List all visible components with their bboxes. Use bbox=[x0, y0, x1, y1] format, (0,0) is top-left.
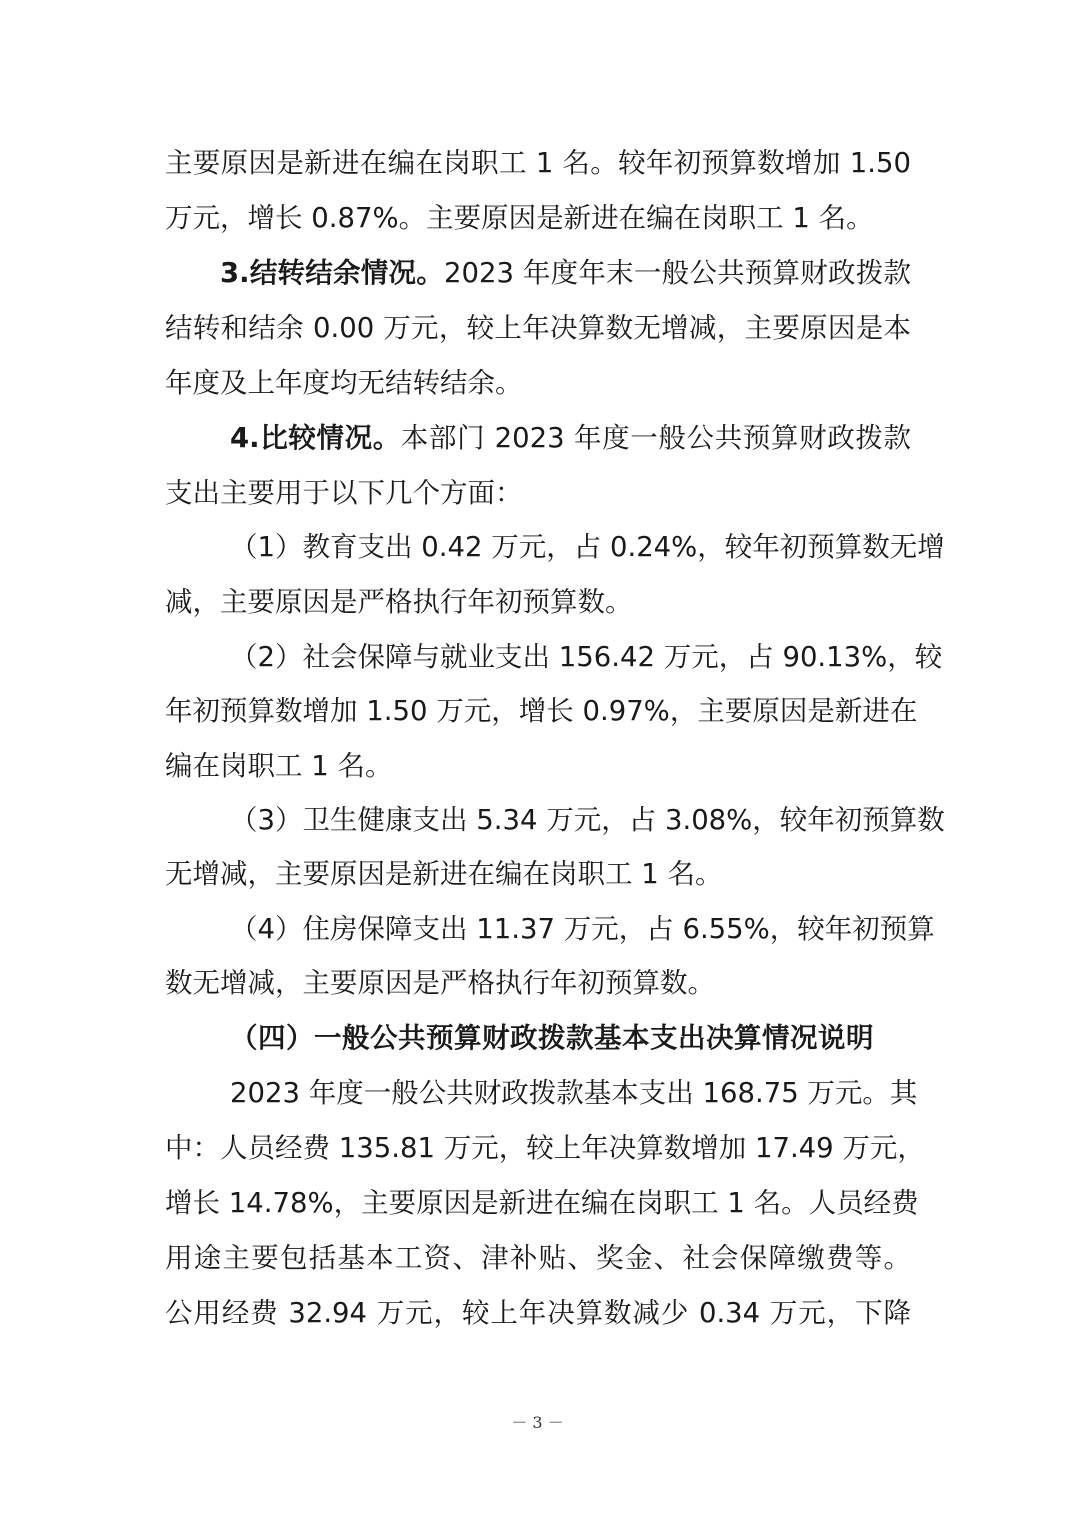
page-number: － 3 － bbox=[511, 1413, 564, 1432]
paragraph-line: 中：人员经费 135.81 万元，较上年决算数增加 17.49 万元， bbox=[165, 1132, 925, 1164]
section-label-comparison: 4.比较情况。 bbox=[230, 422, 401, 454]
paragraph-text: 本部门 2023 年度一般公共预算财政拨款 bbox=[400, 422, 911, 454]
paragraph-line: 万元，增长 0.87%。主要原因是新进在编在岗职工 1 名。 bbox=[165, 202, 874, 234]
paragraph-text: 2023 年度年末一般公共预算财政拨款 bbox=[443, 257, 911, 289]
paragraph-line: 无增减，主要原因是新进在编在岗职工 1 名。 bbox=[165, 858, 723, 890]
paragraph-line bbox=[220, 256, 911, 290]
paragraph-line: 增长 14.78%，主要原因是新进在编在岗职工 1 名。人员经费 bbox=[165, 1187, 919, 1219]
paragraph-line: 支出主要用于以下几个方面： bbox=[165, 477, 523, 509]
paragraph-line: 年度及上年度均无结转结余。 bbox=[165, 367, 523, 399]
section-label-carryover: 3.结转结余情况。 bbox=[220, 257, 444, 289]
paragraph-line: 用途主要包括基本工资、津补贴、奖金、社会保障缴费等。 bbox=[165, 1242, 911, 1274]
paragraph-line: 减，主要原因是严格执行年初预算数。 bbox=[165, 586, 633, 618]
paragraph-line: 公用经费 32.94 万元，较上年决算数减少 0.34 万元，下降 bbox=[165, 1297, 911, 1329]
list-item: （4）住房保障支出 11.37 万元，占 6.55%，较年初预算 bbox=[230, 913, 935, 945]
list-item: （1）教育支出 0.42 万元，占 0.24%，较年初预算数无增 bbox=[230, 531, 945, 563]
paragraph-line: 主要原因是新进在编在岗职工 1 名。较年初预算数增加 1.50 bbox=[165, 147, 911, 179]
paragraph-line: 编在岗职工 1 名。 bbox=[165, 750, 393, 782]
paragraph-line: 年初预算数增加 1.50 万元，增长 0.97%，主要原因是新进在 bbox=[165, 695, 918, 727]
paragraph-line: 结转和结余 0.00 万元，较上年决算数无增减，主要原因是本 bbox=[165, 312, 911, 344]
paragraph-line bbox=[230, 421, 911, 455]
paragraph-line: 2023 年度一般公共财政拨款基本支出 168.75 万元。其 bbox=[230, 1077, 918, 1109]
list-item: （2）社会保障与就业支出 156.42 万元，占 90.13%，较 bbox=[230, 641, 943, 673]
list-item: （3）卫生健康支出 5.34 万元，占 3.08%，较年初预算数 bbox=[230, 804, 945, 836]
section-heading: （四）一般公共预算财政拨款基本支出决算情况说明 bbox=[230, 1022, 874, 1054]
paragraph-line: 数无增减，主要原因是严格执行年初预算数。 bbox=[165, 967, 715, 999]
